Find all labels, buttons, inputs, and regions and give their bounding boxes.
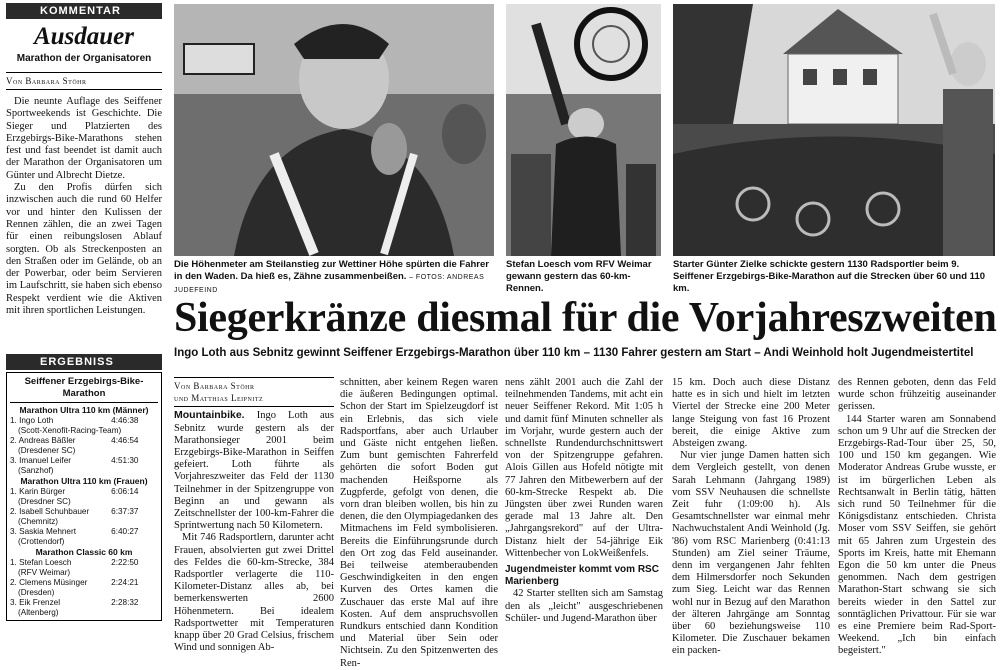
article-paragraph: schnitten, aber keinem Regen waren die äußeren Bedingungen optimal. Schon der Start im Spielzeugdorf ist ein Erlebnis, das sich viele Radsportfans, aber auch Urlauber und Gäste nicht entgehen ließen. Zum bunt gemischten Fahrerfeld gehörten die sofort Boden gut machenden Heißsporne als Zugpferde, gefolgt von denen, die vorn dran bleiben wollen, bis hin zu denen, die den Olympiagedanken des Mitmachens im Feld symbolisieren. Bereits die Einführungsrunde durch den Ort zog das Feld auseinander. Bei teilweise atemberaubenden Geschwindigkeiten in den engen Kurven des Ortes kamen die Zuschauer das erste Mal auf ihre Kosten. Auf dem anspruchsvollen Rundkurs entschied dann Kondition und Material über Sein oder Nichtsein. Zu den Spitzenwerten des Ren- (340, 377, 498, 669)
caption-winner: Stefan Loesch vom RFV Weimar gewann gestern das 60-km-Rennen. (506, 259, 652, 294)
commentary-paragraph: Die neunte Auflage des Seiffener Sportweekends ist Geschichte. Die Sieger und Platzierten des Erzgebirgs-Bike-Marathons stehen fest und fast beendet ist damit auch der Marathon der Organisatoren um Günter und Albrecht Dietze. (6, 96, 162, 181)
results-club: (Dresdener SC) (18, 446, 76, 455)
lead-word: Mountainbike. (174, 409, 245, 422)
article-paragraph: nens zählt 2001 auch die Zahl der teilnehmenden Tandems, mit acht ein neuer Seiffener Rekord. Mit 1:05 h und damit fünf Minuten schneller als im Vorjahr, wurde gestern auch der schnellste Rundendurchschnittswert von der Spitzengruppe gefahren. Alois Gillen aus Hofeld nötigte mit 77 Jahren den Mitbewerbern auf der 60-km-Strecke Respekt ab. Die Jüngsten über zwei Runden waren gerade mal 13 Jahre alt. Den „Jahrgangsrekord" auf der Ultra-Distanz hielt der 54-jährige Eik Wittenbecher von LokWeißenfels. (505, 377, 663, 559)
article-paragraph: 42 Starter stellten sich am Samstag den als „leicht" ausgeschriebenen Schüler- und Jugend-Marathon über (505, 588, 663, 624)
article-column-5 (838, 377, 996, 657)
divider (6, 89, 162, 90)
results-row: 1. Karin Bürger 6:06:14 (10, 487, 139, 496)
photo-winner (506, 4, 661, 256)
article-intertitle: Jugendmeister kommt vom RSC Marienberg (505, 564, 659, 588)
results-column (6, 354, 162, 621)
divider (174, 406, 334, 407)
results-category: Marathon Classic 60 km (35, 547, 133, 557)
article-byline: und Matthias Leipnitz (174, 393, 264, 404)
divider (6, 72, 162, 73)
article-paragraph: 144 Starter waren am Sonnabend schon um 9 Uhr auf die Strecken der Erzgebirgs-Rad-Tour über 25, 50, 100 und 150 km gegangen. Wie Moderator Andreas Grube wusste, er ist im bürgerlichen Leben als Rechtsanwalt in Berlin tätig, hätten sich rund 50 Teilnehmer für die Königsdistanz entschieden. Christa Moser vom SSV Seiffen, sie gehört mit 65 Jahren zum Urgestein des Sports im Kreis, hatte mit Ehemann Egon die 50 km unter die Pneus genommen. Nach dem gestrigen Marathon-Start schwang sie sich bereits wieder in den Sattel zur sonntäglichen Privattour. Für sie war es eine Premiere beim Rad-Sport-Weekend. „Ich bin einfach begeistert." (838, 413, 996, 657)
start-photo-image (673, 4, 995, 256)
divider (174, 377, 334, 378)
article-column-3 (505, 377, 663, 624)
commentary-byline: Von Barbara Stöhr (6, 76, 87, 86)
commentary-column (6, 3, 162, 317)
subheadline: Ingo Loth aus Sebnitz gewinnt Seiffener Erzgebirgs-Marathon über 110 km – 1130 Fahrer gestern am Start – Andi Weinhold holt Jugendmeistertitel (174, 347, 974, 359)
article-paragraph: des Rennen geboten, denn das Feld wurde schon frühzeitig auseinander gerissen. (838, 377, 996, 413)
article-paragraph: 15 km. Doch auch diese Distanz hatte es in sich und hielt im letzten Viertel der Strecke eine 200 Meter lange Steigung von fast 16 Prozent bereit, die einige Aktive zum Absteigen zwang. (672, 377, 830, 450)
results-row: 2. Andreas Bäßler 4:46:54 (10, 436, 139, 445)
results-row: 1. Ingo Loth 4:46:38 (10, 416, 139, 425)
results-row: 3. Saskia Mehnert 6:40:27 (10, 527, 139, 536)
climber-photo-image (174, 4, 494, 256)
results-category: Marathon Ultra 110 km (Männer) (19, 405, 149, 415)
results-club: (Dresden) (18, 588, 55, 597)
divider (10, 402, 158, 403)
article-paragraph: Nur vier junge Damen hatten sich dem Vergleich gestellt, von denen Sarah Lehmann (Jahrgang 1989) vom SSV Neuhausen die schnellste Zeit fuhr (1:09:00 h). Als Gesamtschnellster war einmal mehr Nachwuchstalent Andi Weinhold (Jg. '86) vom RSC Marienberg (0:41:13 Stunden) am Ziel seiner Träume, denn im vergangenen Jahr fehlten dem Hilmersdorfer noch Sekunden zum Sieg. Leicht war das Rennen wohl nur in Bezug auf den Marathon der älteren Jahrgänge am Sonntag über 60 beziehungsweise 110 Kilometer. Die Zuschauer bekamen ein packen- (672, 450, 830, 657)
article-column-2 (340, 377, 498, 669)
results-club: (Altenberg) (18, 608, 59, 617)
article-column-4 (672, 377, 830, 657)
results-row: 3. Imanuel Leifer 4:51:30 (10, 456, 139, 465)
results-club: (RFV Weimar) (18, 568, 71, 577)
article-paragraph: Ingo Loth aus Sebnitz wurde gestern als der Marathonsieger 2001 beim Erzgebirgs-Bike-Marathon in Seiffen gefeiert. Loth führte als Vorjahreszweiter das Feld der 1130 Teilnehmer in der Spitzengruppe von Beginn an und gewann als Zeitschnellster der 100-km-Fahrer die Sprintwertung nach 50 Kilometern. (174, 410, 334, 532)
commentary-kicker: Ausdauer (33, 23, 135, 50)
photo-climber (174, 4, 494, 256)
results-row: 2. Isabell Schuhbauer 6:37:37 (10, 507, 139, 516)
results-club: (Chemnitz) (18, 517, 59, 526)
article-byline: Von Barbara Stöhr (174, 381, 255, 391)
commentary-paragraph: Zu den Profis dürfen sich inzwischen auch die rund 60 Helfer vor und hinter den Kulissen der Rennen zählen, die an zwei Tagen für einen reibungslosen Ablauf sorgten. Ob als Streckenposten an den Straßen oder im Gelände, ob an der Powerbar, oder beim Servieren im Laufschritt, sie haben sich ebenso Respekt verdient wie die Aktiven mit ihren sportlichen Leistungen. (6, 182, 162, 317)
results-row: 2. Clemens Müsinger 2:24:21 (10, 578, 139, 587)
commentary-subtitle: Marathon der Organisatoren (16, 53, 152, 64)
results-box (6, 372, 162, 621)
results-category: Marathon Ultra 110 km (Frauen) (20, 476, 148, 486)
caption-start: Starter Günter Zielke schickte gestern 1130 Radsportler beim 9. Seiffener Erzgebirgs-Bike-Marathon auf die Strecken über 60 und 110 km. (673, 259, 986, 294)
results-row: 1. Stefan Loesch 2:22:50 (10, 558, 139, 567)
results-club: (Dresdner SC) (18, 497, 71, 506)
results-title: Seiffener Erzgebirgs-Bike-Marathon (24, 376, 144, 399)
caption-climber: Die Höhenmeter am Steilanstieg zur Wettiner Höhe spürten die Fahrer in den Waden. Da hieß es, Zähne zusammenbeißen. – FOTOS: ANDREAS JUDEFEIND (174, 259, 489, 294)
results-row: 3. Eik Frenzel 2:28:32 (10, 598, 139, 607)
winner-photo-image (506, 4, 661, 256)
headline: Siegerkränze diesmal für die Vorjahreszweiten (174, 295, 997, 341)
results-club: (Crottendorf) (18, 537, 65, 546)
commentary-body (6, 96, 162, 317)
results-club: (Sanzhof) (18, 466, 54, 475)
article-paragraph: Mit 746 Radsportlern, darunter acht Frauen, absolvierten gut zwei Drittel des Feldes die 60-km-Strecke, 384 Radsportler verlagerte die 110-Kilometer-Distanz alles ab, bei bemerkenswerten 2600 Höhenmetern. Bei idealem Radsportwetter mit Temperaturen knapp über 20 Grad Celsius, frischem Wind und sonnigen Ab- (174, 532, 334, 654)
photo-start (673, 4, 995, 256)
article-column-1 (174, 377, 334, 654)
photo-credit: – FOTOS: ANDREAS JUDEFEIND (174, 274, 485, 294)
results-tag: ERGEBNISS (6, 354, 162, 370)
results-club: (Scott-Xenofit-Racing-Team) (18, 426, 122, 435)
commentary-tag: KOMMENTAR (6, 3, 162, 19)
